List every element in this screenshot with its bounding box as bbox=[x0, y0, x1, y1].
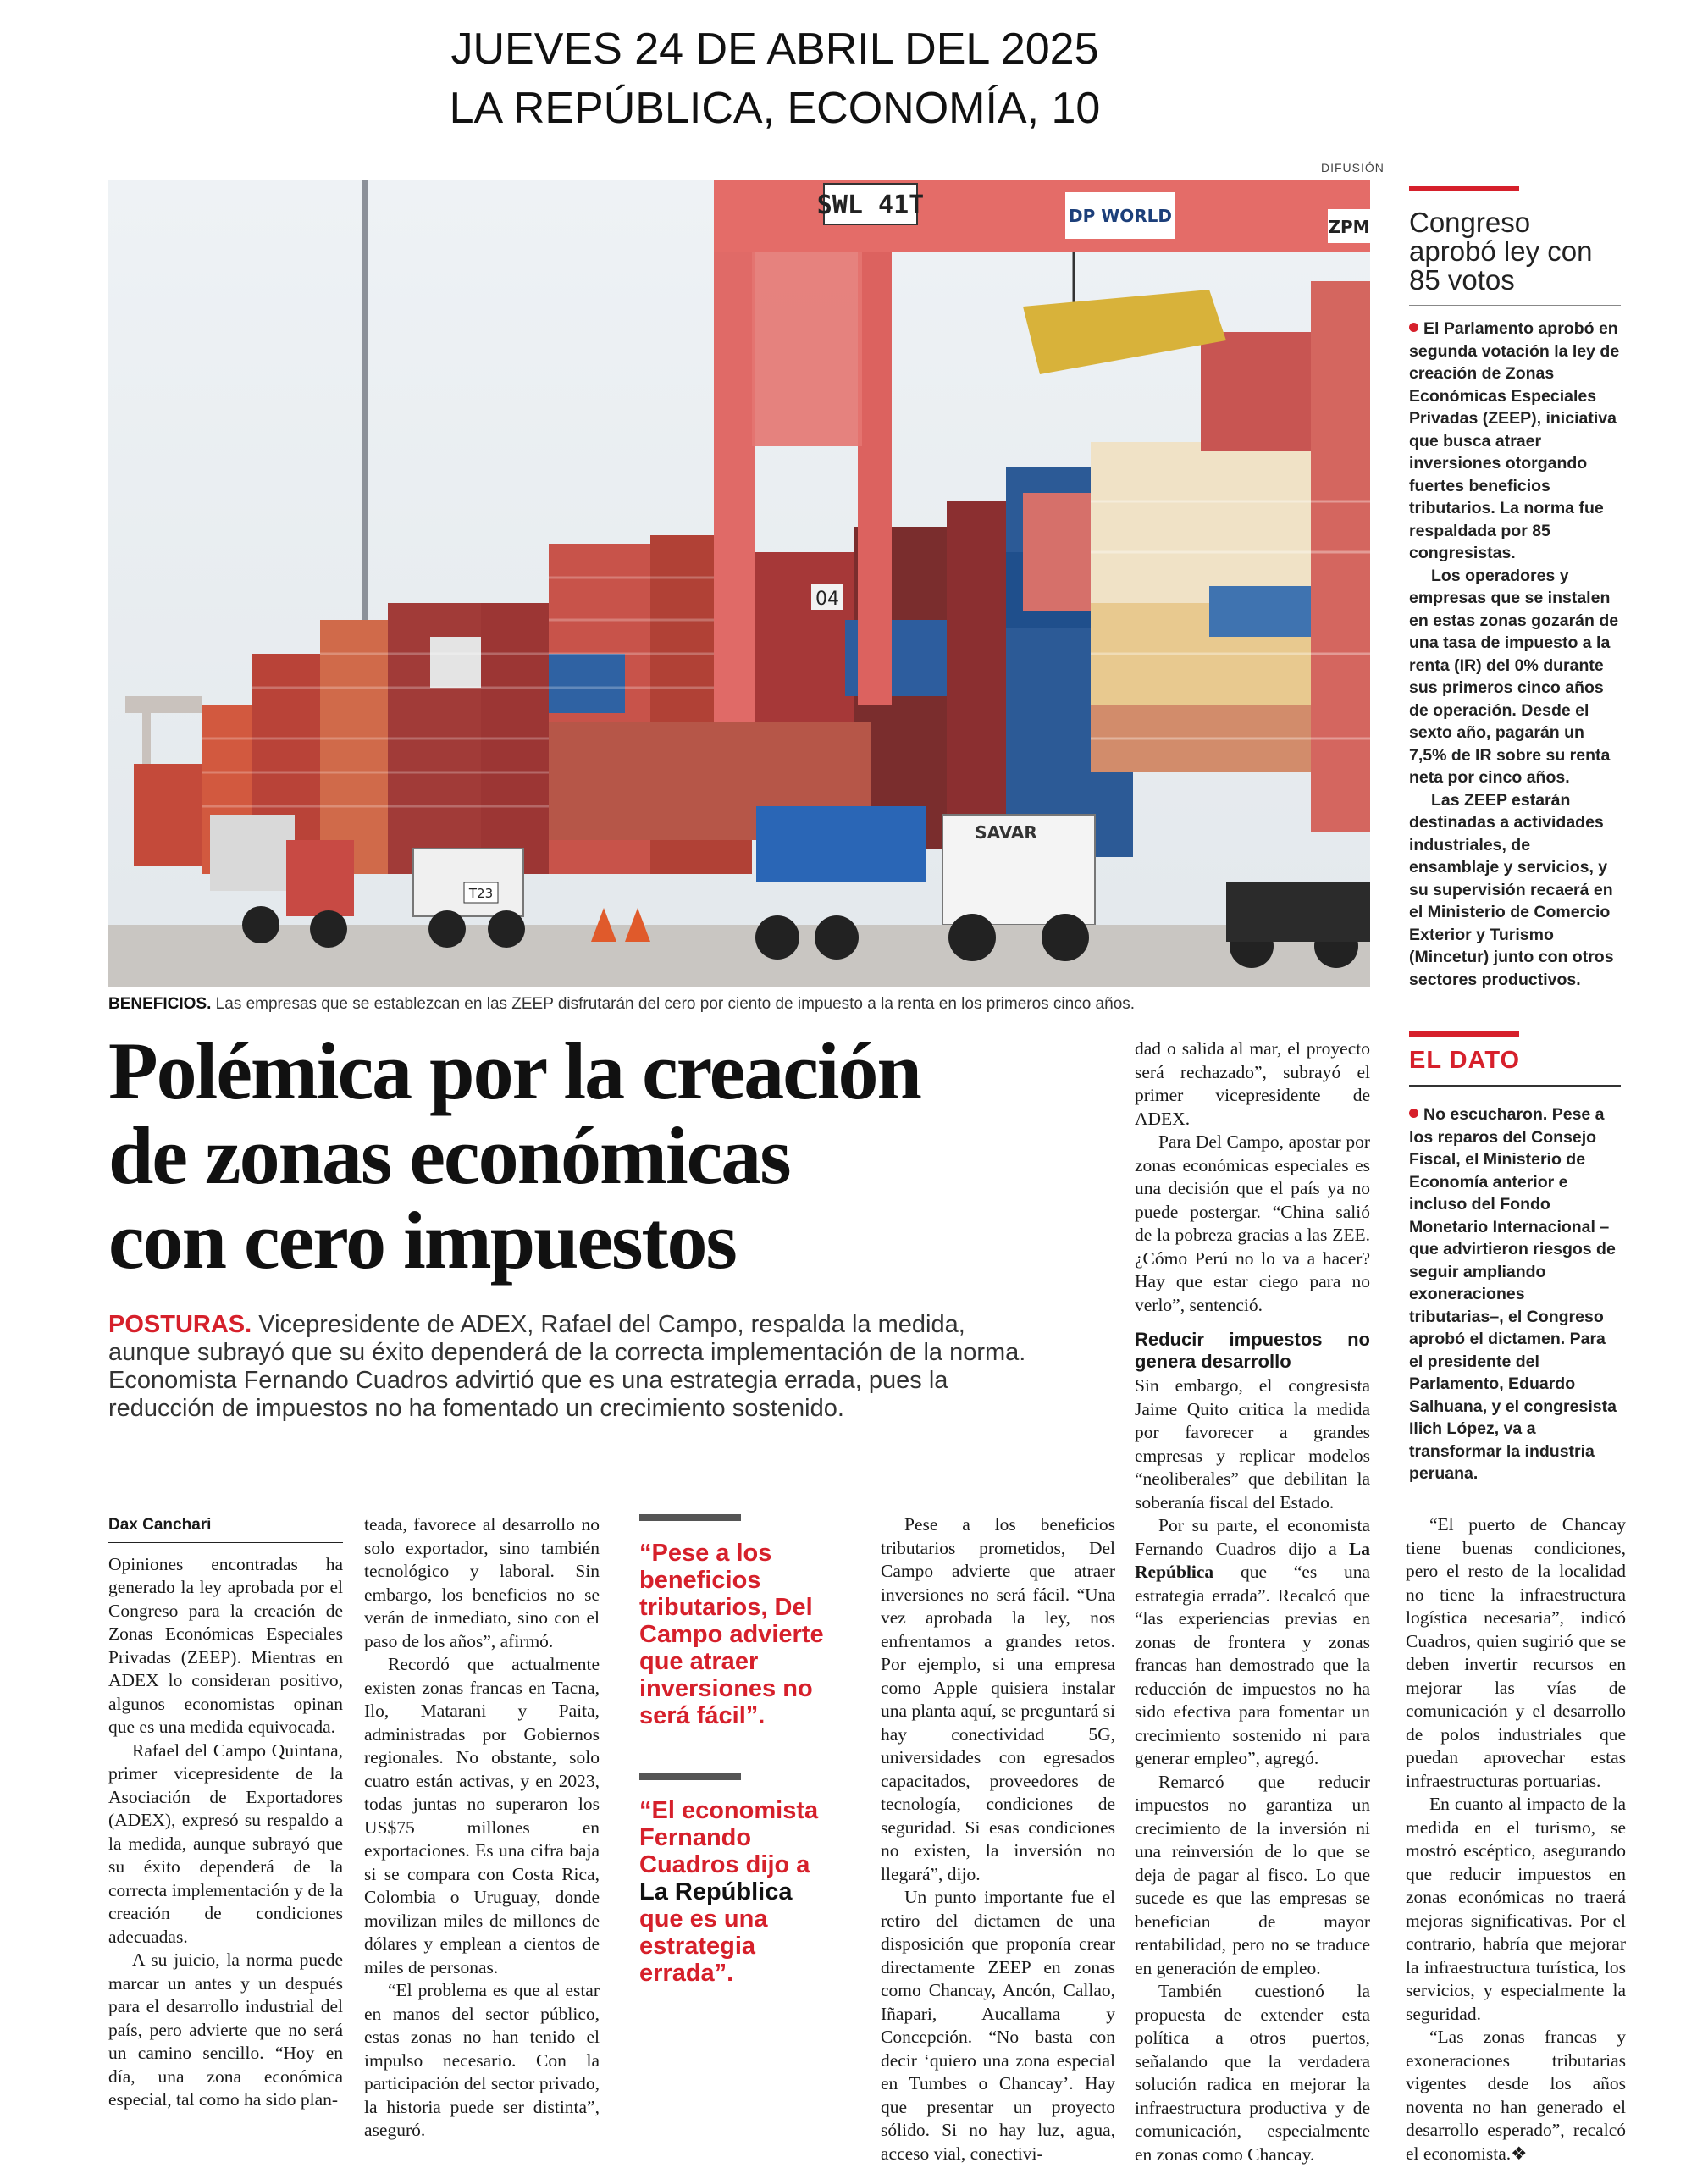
sidebar-paragraph-text: El Parlamento aprobó en segunda votación la ley de creación de Zonas Económicas Especiales Privadas (ZEEP), iniciativa que busca atraer inversiones otorgando fuertes beneficios tributarios. La norma fue respaldada por 85 congresistas. bbox=[1409, 319, 1620, 562]
dato-kicker: No escucharon. bbox=[1423, 1105, 1548, 1124]
pull-quote-2-part: que es una estrategia errada”. bbox=[639, 1905, 768, 1987]
photo-credit: DIFUSIÓN bbox=[1321, 161, 1385, 174]
subheading: Reducir impuestos no genera desarrollo bbox=[1135, 1329, 1370, 1372]
truck-brand: SAVAR bbox=[975, 822, 1037, 843]
sidebar-accent-rule bbox=[1409, 186, 1519, 191]
paragraph: teada, favorece al desarrollo no solo exportador, sino también tecnológico y laboral. Sin embargo, los beneficios no se verán de inmediato, sino con el paso de los años”, afirmó. bbox=[364, 1514, 600, 1651]
paragraph: Remarcó que reducir impuestos no garantiza un crecimiento de la inversión ni una reinversión de lo que se deja de pagar al fisco. Lo que sucede es que las empresas se benefician de mayor rentabilidad, pero no se traduce en generación de empleo. bbox=[1135, 1771, 1370, 1978]
deck-kicker: POSTURAS. bbox=[108, 1311, 252, 1338]
paragraph: En cuanto al impacto de la medida en el turismo, se mostró escéptico, asegurando que reducir impuestos en zonas económicas no traerá mejoras significativas. Por el contrario, habría que mejorar la infraestructura turística, los servicios, y especialmente la seguridad. bbox=[1406, 1794, 1626, 2024]
crane-number: 04 bbox=[815, 589, 839, 610]
paragraph: dad o salida al mar, el proyecto será rechazado”, subrayó el primer vicepresidente de ADEX. bbox=[1135, 1038, 1370, 1129]
sidebar-divider bbox=[1409, 305, 1621, 306]
dato-title: EL DATO bbox=[1409, 1047, 1521, 1074]
dato-divider bbox=[1409, 1085, 1621, 1087]
pull-quote-2-part: “El economista Fernando Cuadros dijo a bbox=[639, 1797, 819, 1878]
quote-rule bbox=[639, 1514, 741, 1521]
pull-quote-2-newspaper: La República bbox=[639, 1878, 793, 1905]
paragraph-part: Por su parte, el economista Fernando Cuadros dijo a bbox=[1135, 1515, 1370, 1559]
paragraph: También cuestionó la propuesta de extender esta política a otros puertos, señalando que la verdadera solución radica en mejorar la infraestructura productiva y de comunicación, especialmente en zonas como Chancay. bbox=[1135, 1981, 1370, 2165]
port-photo bbox=[108, 180, 1370, 987]
pull-quotes bbox=[639, 1514, 843, 1987]
column-4 bbox=[881, 1513, 1115, 2165]
column-5 bbox=[1135, 1037, 1370, 2166]
zpm-sign: ZPM bbox=[1328, 217, 1370, 237]
headline-line-3: con cero impuestos bbox=[108, 1195, 736, 1286]
sidebar-paragraph bbox=[1409, 318, 1621, 565]
sidebar-body bbox=[1409, 318, 1621, 991]
headline bbox=[108, 1026, 1082, 1286]
bullet-dot-icon bbox=[1409, 323, 1418, 332]
paragraph: “El problema es que al estar en manos del sector público, estas zonas no han tenido el impulso necesario. Con la participación del sector privado, la historia puede ser distinta”, aseguró. bbox=[364, 1980, 600, 2140]
paragraph: Sin embargo, el congresista Jaime Quito critica la medida por favorecer a grandes empresas y replicar modelos “neoliberales” que debilitan la soberanía fiscal del Estado. bbox=[1135, 1375, 1370, 1513]
headline-line-2: de zonas económicas bbox=[108, 1110, 790, 1201]
caption-text: Las empresas que se establezcan en las ZEEP disfrutarán del cero por ciento de impuesto a la renta en los primeros cinco años. bbox=[211, 995, 1136, 1013]
dato-box bbox=[1409, 1031, 1621, 1485]
paragraph: “Las zonas francas y exoneraciones tributarias vigentes desde los años noventa no han generado el desarrollo esperado”, recalcó el economista.❖ bbox=[1406, 2027, 1626, 2164]
paragraph: “El puerto de Chancay tiene buenas condiciones, pero el resto de la localidad no tiene la infraestructura logística necesaria”, indicó Cuadros, quien sugirió que se deben invertir recursos en mejorar las vías de comunicación y el desarrollo de polos industriales que puedan aprovechar estas infraestructuras portuarias. bbox=[1406, 1514, 1626, 1791]
dp-world-sign: DP WORLD bbox=[1068, 206, 1173, 226]
paragraph: Rafael del Campo Quintana, primer vicepresidente de la Asociación de Exportadores (ADEX), expresó su respaldo a la medida, aunque subrayó que su éxito dependerá de la correcta implementación y de la creación de condiciones adecuadas. bbox=[108, 1739, 343, 1947]
container-port-illustration bbox=[108, 180, 1370, 987]
sidebar-paragraph: Las ZEEP estarán destinadas a actividades industriales, de ensamblaje y servicios, y su supervisión recaerá en el Ministerio de Comercio Exterior y Turismo (Mincetur) junto con otros sectores productivos. bbox=[1409, 790, 1614, 989]
paragraph: A su juicio, la norma puede marcar un antes y un después para el desarrollo industrial del país, pero advierte que no será un camino sencillo. “Hoy en día, una zona económica especial, tal como ha sido plan- bbox=[108, 1950, 343, 2110]
column-2 bbox=[364, 1513, 600, 2143]
column-1 bbox=[108, 1513, 343, 2112]
publication-section: LA REPÚBLICA, ECONOMÍA, 10 bbox=[449, 84, 1101, 133]
quote-rule bbox=[639, 1773, 741, 1780]
column-6 bbox=[1406, 1513, 1626, 2165]
paragraph: Para Del Campo, apostar por zonas económicas especiales es una decisión que el país ya no puede postergar. “China salió de la pobreza gracias a las ZEE. ¿Cómo Perú no lo va a hacer? Hay que estar ciego para no verlo”, sentenció. bbox=[1135, 1131, 1370, 1315]
dato-accent-rule bbox=[1409, 1031, 1519, 1037]
byline: Dax Canchari bbox=[108, 1513, 343, 1543]
deck-text: Vicepresidente de ADEX, Rafael del Campo, respalda la medida, aunque subrayó que su éxito dependerá de la correcta implementación de la norma. Economista Fernando Cuadros advirtió que es una estrategia errada, pues la reducción de impuestos no ha fomentado un crecimiento sostenido. bbox=[108, 1311, 1026, 1422]
sidebar-title: Congreso aprobó ley con 85 votos bbox=[1409, 207, 1593, 296]
headline-line-1: Polémica por la creación bbox=[108, 1026, 920, 1116]
paragraph-part: que “es una estrategia errada”. Recalcó que “las experiencias previas en zonas de frontera y zonas francas han demostrado que la reducción de impuestos no ha sido efectiva para fomentar un crecimiento sostenido ni para generar empleo”, agregó. bbox=[1135, 1562, 1370, 1768]
truck-number: T23 bbox=[468, 886, 494, 901]
sidebar-box bbox=[1409, 186, 1621, 991]
bullet-dot-icon bbox=[1409, 1109, 1418, 1118]
crane-sign: SWL 41T bbox=[816, 191, 925, 220]
paragraph bbox=[1135, 1514, 1370, 1771]
paragraph: Pese a los beneficios tributarios prometidos, Del Campo advierte que atraer inversiones no será fácil. “Una vez aprobada la ley, nos enfrentamos a grandes retos. Por ejemplo, si una empresa como Apple quisiera instalar una planta aquí, se preguntará si hay conectividad 5G, universidades con egresados capacitados, proveedores de tecnología, condiciones de seguridad. Si esas condiciones no existen, la inversión no llegará”, dijo. bbox=[881, 1514, 1116, 1884]
photo-caption bbox=[108, 995, 1370, 1014]
newspaper-name: La República bbox=[1135, 1538, 1370, 1582]
paragraph: Un punto importante fue el retiro del dictamen de una disposición que proponía crear directamente ZEEP en zonas como Chancay, Ancón, Callao, Iñapari, Aucallama y Concepción. “No basta con decir ‘quiero una zona especial en Tumbes o Chancay’. Hay que presentar un proyecto sólido. Si no hay luz, agua, acceso vial, conectivi- bbox=[881, 1887, 1115, 2164]
paragraph: Recordó que actualmente existen zonas francas en Tacna, Ilo, Matarani y Paita, administradas por Gobiernos regionales. No obstante, solo cuatro están activas, y en 2023, todas juntas no superaron los US$75 millones en exportaciones. Es una cifra baja si se compara con Costa Rica, Colombia o Uruguay, donde movilizan miles de millones de dólares y emplean a cientos de miles de personas. bbox=[364, 1654, 600, 1977]
caption-kicker: BENEFICIOS. bbox=[108, 995, 212, 1013]
edition-date: JUEVES 24 DE ABRIL DEL 2025 bbox=[450, 25, 1099, 74]
pull-quote-1: “Pese a los beneficios tributarios, Del Campo advierte que atraer inversiones no será fácil”. bbox=[639, 1540, 824, 1729]
pull-quote-2 bbox=[639, 1797, 843, 1987]
dato-body bbox=[1409, 1103, 1621, 1485]
dato-text: Pese a los reparos del Consejo Fiscal, el Ministerio de Economía anterior e incluso del Fondo Monetario Internacional –que advirtieron riesgos de seguir ampliando exoneraciones tributarias–, el Congreso aprobó el dictamen. Para el presidente del Parlamento, Eduardo Salhuana, y el congresista Ilich López, va a transformar la industria peruana. bbox=[1409, 1105, 1617, 1483]
sidebar-paragraph: Los operadores y empresas que se instalen en estas zonas gozarán de una tasa de impuesto a la renta (IR) del 0% durante sus primeros cinco años de operación. Desde el sexto año, pagarán un 7,5% de IR sobre su renta neta por cinco años. bbox=[1409, 566, 1619, 787]
paragraph: Opiniones encontradas ha generado la ley aprobada por el Congreso para la creación de Zonas Económicas Especiales Privadas (ZEEP). Mientras en ADEX lo consideran positivo, algunos economistas opinan que es una medida equivocada. bbox=[108, 1553, 343, 1737]
article-deck bbox=[108, 1311, 1048, 1423]
